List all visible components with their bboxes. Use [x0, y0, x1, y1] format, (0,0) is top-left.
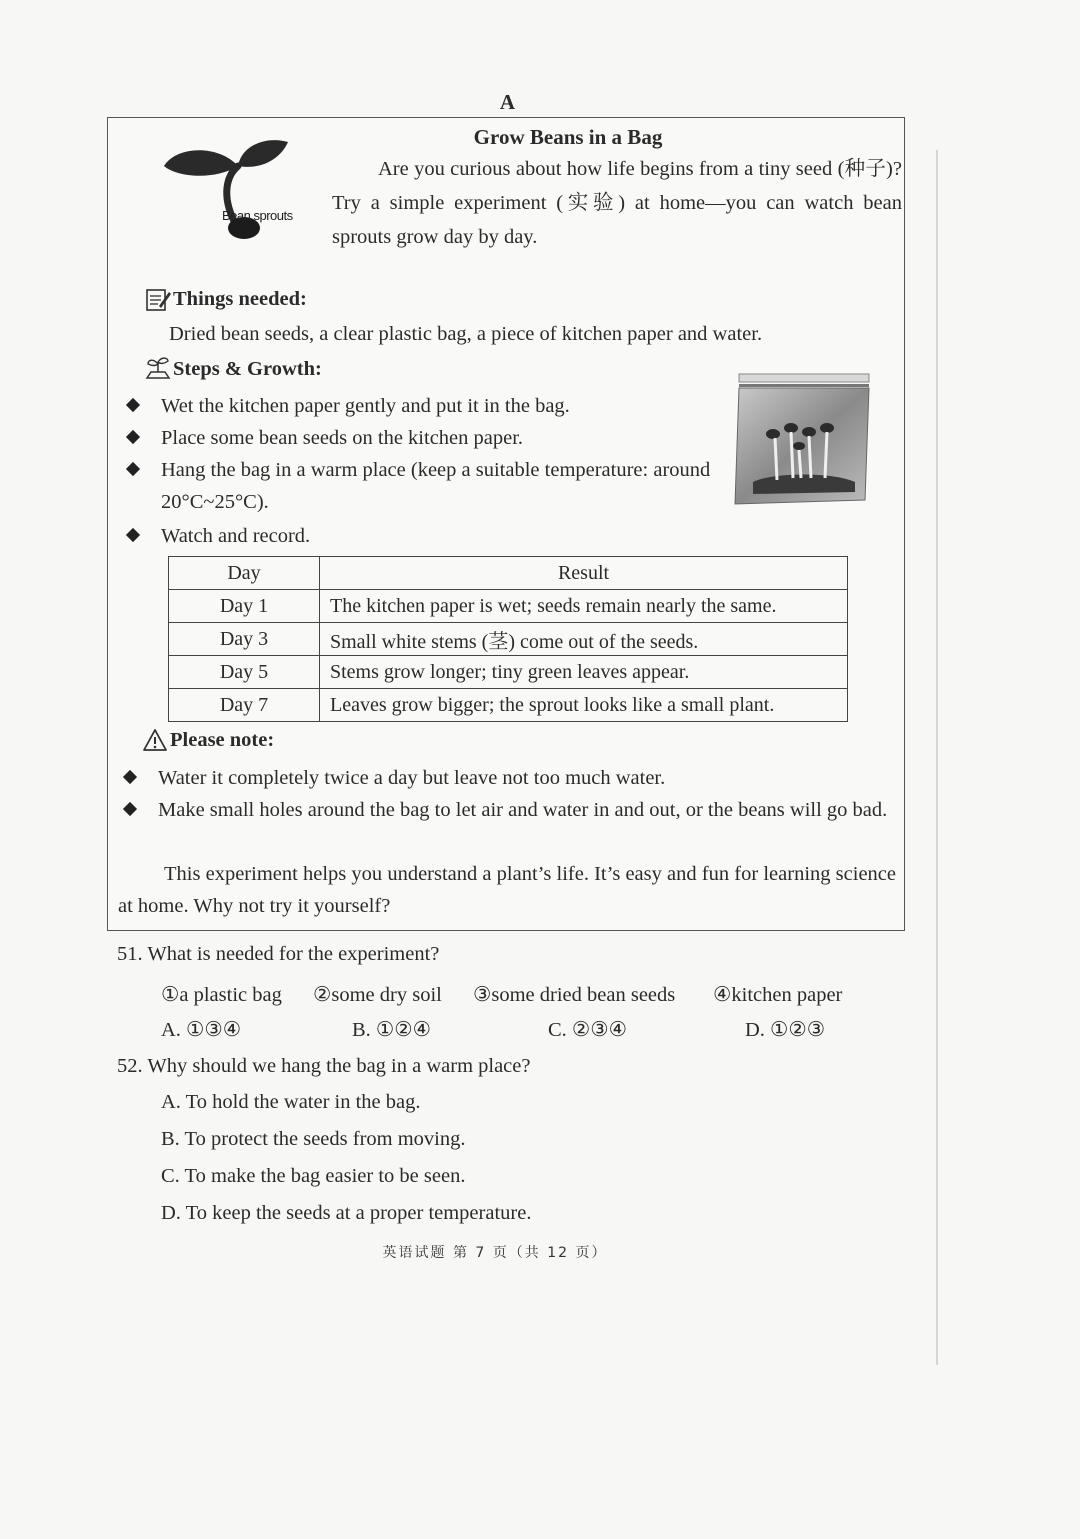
page-footer: 英语试题 第 7 页（共 12 页）: [382, 1245, 608, 1261]
page-edge-line: [936, 150, 938, 1365]
table-cell-result: Stems grow longer; tiny green leaves appear.: [320, 656, 848, 689]
article-frame: [107, 117, 905, 931]
question-51-item: ②some dry soil: [313, 984, 442, 1006]
bullet-diamond-icon: [126, 430, 140, 444]
table-cell-day: Day 7: [169, 689, 320, 722]
table-row: [169, 590, 848, 623]
bullet-diamond-icon: [126, 528, 140, 542]
table-row: [169, 623, 848, 656]
warning-icon: [142, 728, 168, 752]
growth-record-table: [168, 556, 848, 722]
table-header-row: [169, 557, 848, 590]
question-51-stem: 51. What is needed for the experiment?: [117, 943, 440, 965]
things-needed-text: Dried bean seeds, a clear plastic bag, a piece of kitchen paper and water.: [169, 323, 763, 345]
note-item: Make small holes around the bag to let air and water in and out, or the beans will go bad.: [158, 799, 888, 821]
things-needed-heading: [145, 286, 307, 312]
question-51-option-b[interactable]: B. ①②④: [352, 1019, 432, 1041]
please-note-label: Please note:: [170, 728, 275, 751]
things-needed-label: Things needed:: [173, 287, 307, 310]
table-cell-day: Day 5: [169, 656, 320, 689]
question-52-option-b[interactable]: B. To protect the seeds from moving.: [161, 1128, 466, 1150]
question-52-stem: 52. Why should we hang the bag in a warm place?: [117, 1055, 531, 1077]
table-cell-day: Day 1: [169, 590, 320, 623]
note-item: Water it completely twice a day but leave not too much water.: [158, 767, 666, 789]
question-51-option-a[interactable]: A. ①③④: [161, 1019, 242, 1041]
please-note-heading: [142, 728, 274, 752]
table-header-day: Day: [169, 557, 320, 590]
question-52-option-c[interactable]: C. To make the bag easier to be seen.: [161, 1165, 466, 1187]
bullet-diamond-icon: [126, 462, 140, 476]
step-item: Hang the bag in a warm place (keep a suitable temperature: around 20°C~25°C).: [161, 459, 711, 513]
steps-label: Steps & Growth:: [173, 357, 322, 380]
table-row: [169, 689, 848, 722]
table-cell-result: The kitchen paper is wet; seeds remain nearly the same.: [320, 590, 848, 623]
steps-heading: [145, 356, 322, 382]
question-51-item: ①a plastic bag: [161, 984, 282, 1006]
bullet-diamond-icon: [123, 802, 137, 816]
question-52-option-d[interactable]: D. To keep the seeds at a proper temperature.: [161, 1202, 532, 1224]
step-item: Wet the kitchen paper gently and put it in the bag.: [161, 395, 570, 417]
bullet-diamond-icon: [126, 398, 140, 412]
question-52-option-a[interactable]: A. To hold the water in the bag.: [161, 1091, 421, 1113]
closing-paragraph: This experiment helps you understand a plant’s life. It’s easy and fun for learning science at home. Why not try it yourself?: [118, 863, 896, 917]
bullet-diamond-icon: [123, 770, 137, 784]
section-letter: A: [499, 90, 516, 114]
table-cell-result: Leaves grow bigger; the sprout looks like a small plant.: [320, 689, 848, 722]
table-cell-day: Day 3: [169, 623, 320, 656]
notepad-icon: [145, 286, 171, 312]
table-cell-result: Small white stems (茎) come out of the seeds.: [320, 623, 848, 656]
sprout-image-label: Bean sprouts: [222, 208, 293, 223]
plastic-bag-image: [733, 372, 873, 506]
article-title: Grow Beans in a Bag: [473, 125, 663, 149]
bean-sprout-icon: [156, 136, 326, 246]
question-51-item: ④kitchen paper: [713, 984, 843, 1006]
table-row: [169, 656, 848, 689]
question-51-option-c[interactable]: C. ②③④: [548, 1019, 628, 1041]
question-51-option-d[interactable]: D. ①②③: [745, 1019, 826, 1041]
question-51-item: ③some dried bean seeds: [473, 984, 676, 1006]
intro-paragraph: Are you curious about how life begins from a tiny seed (种子)? Try a simple experiment (实验) at home—you can watch bean sprouts grow day by day.: [332, 158, 902, 248]
step-item: Place some bean seeds on the kitchen paper.: [161, 427, 524, 449]
table-header-result: Result: [320, 557, 848, 590]
step-item: Watch and record.: [161, 525, 311, 547]
seedling-icon: [145, 356, 171, 382]
